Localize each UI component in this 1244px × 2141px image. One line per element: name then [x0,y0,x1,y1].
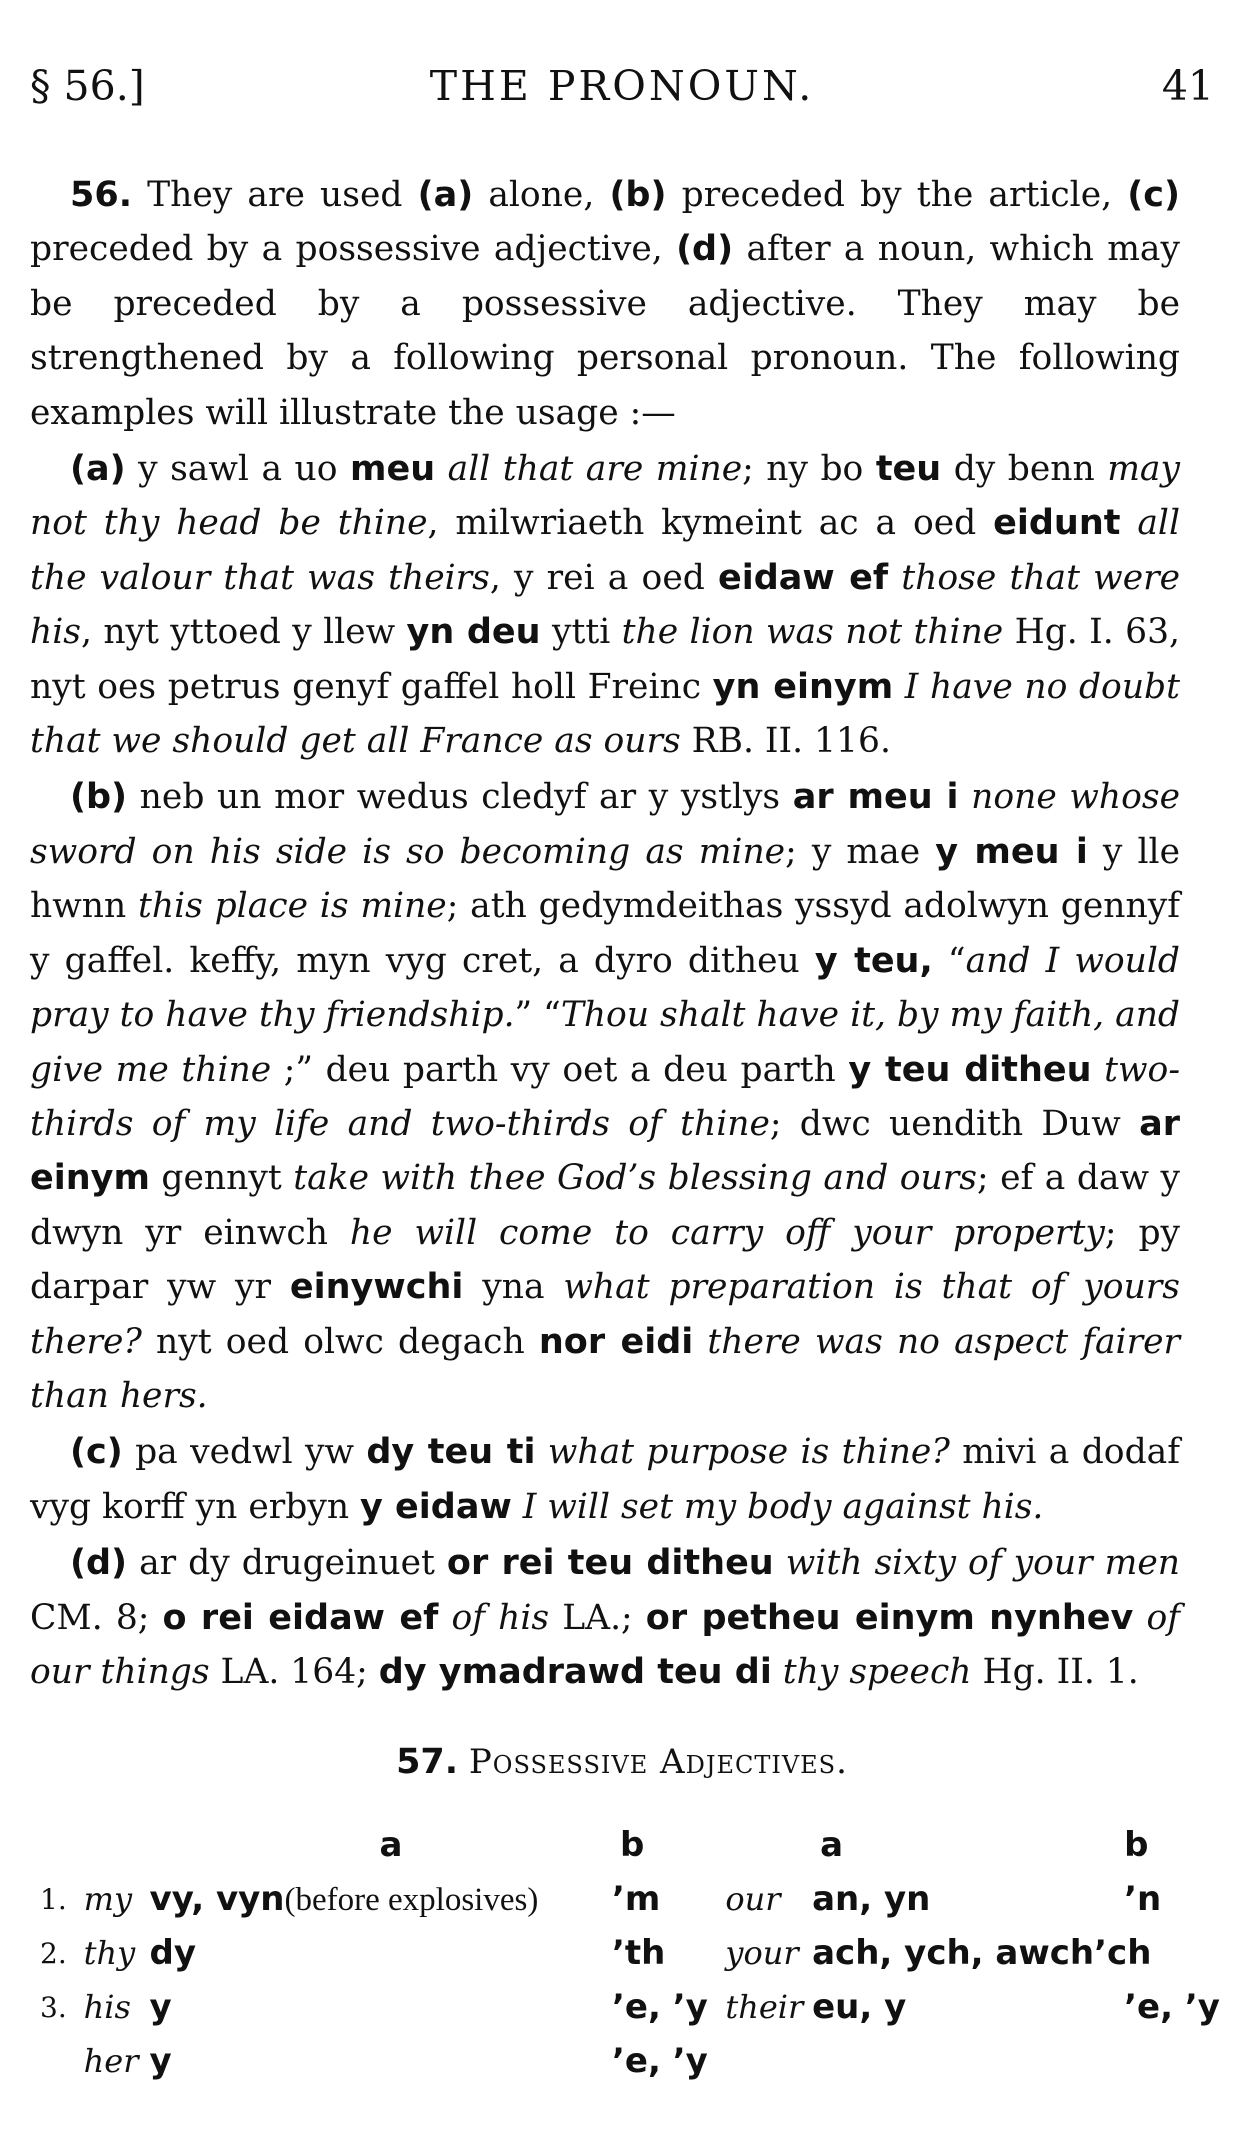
text-span: preceded by the article, [666,175,1128,215]
welsh-form: y eidaw [360,1486,512,1527]
note: (before explosives) [284,1882,539,1918]
translation: all that are mine [435,449,743,490]
text-span: Hg. I. 63, nyt oes petrus genyf gaffel holl Freinc [30,612,1181,707]
translation: with sixty of your men [773,1543,1180,1584]
section-number-57: 57. [396,1742,459,1782]
person-number [40,2034,84,2088]
label-a: (a) [417,175,474,215]
text-span: mivi a dodaf vyg korff yn erbyn [30,1432,1181,1527]
section-56-body [30,168,1180,1701]
text-span: yna [463,1267,564,1308]
text-span: nyt oed olwc degach [141,1321,539,1362]
text-span: LA. 164; [209,1651,379,1692]
label-c: (c) [70,1432,123,1473]
text-span: RB. II. 116. [680,721,891,762]
translation: what preparation is that of yours there? [30,1267,1180,1362]
translation: I will set my body against his. [511,1486,1044,1527]
form-a [150,1872,612,1926]
gloss: her [83,2042,139,2080]
text-span: ; y mae [785,831,936,872]
welsh-form: ar einym [30,1103,1180,1199]
translation: Thou shalt have it, by my faith, and give me thine [30,995,1180,1090]
text-span: , milwriaeth kymeint ac a oed [427,503,994,544]
paragraph-b [30,770,1180,1423]
text-span: alone, [473,175,610,215]
text-span: “ [932,940,966,981]
text-span: gennyt [149,1158,294,1199]
translation: thy speech [771,1651,972,1692]
form-a: y [149,2041,172,2081]
column-header: b [1124,1825,1149,1865]
label-d: (d) [676,229,734,270]
form-b: ’th [611,1933,666,1973]
text-span: ;” deu parth vy oet a deu parth [271,1049,849,1090]
text-span: , y rei a oed [489,557,719,598]
welsh-form: nor eidi [538,1321,694,1362]
translation: there was no aspect fairer than hers. [30,1321,1180,1416]
translation: all the valour that was theirs [30,503,1180,598]
translation: he will come to carry off your property [349,1212,1105,1253]
person-number: 2. [40,1936,67,1970]
running-header [30,62,1214,122]
text-span: LA.; [549,1597,646,1638]
text-span: Hg. II. 1. [971,1651,1139,1692]
column-header: b [619,1825,645,1865]
text-span: , nyt yttoed y llew [80,612,407,653]
section-number-56: 56. [70,175,133,215]
translation: of our things [30,1597,1180,1692]
table-row [40,1926,1220,1980]
label-b: (b) [70,777,128,818]
welsh-form: o rei eidaw ef [162,1597,439,1638]
welsh-form: einywchi [289,1267,464,1308]
person-number: 3. [40,1990,67,2024]
section-57-title: Possessive Adjectives. [468,1742,848,1782]
text-span: ; ath gedymdeithas yssyd adolwyn gennyf y gaffel. keffy, myn vyg cret, a dyro ditheu [30,886,1181,981]
paragraph-a [30,442,1180,768]
translation: of his [438,1597,550,1638]
text-span: ; py darpar yw yr [30,1212,1181,1308]
form-a: an, yn [812,1879,931,1919]
welsh-form: dy teu ti [366,1432,536,1473]
welsh-form: or petheu einym nynhev [645,1597,1134,1638]
gloss: thy [83,1934,136,1972]
welsh-form: dy ymadrawd teu di [378,1651,772,1692]
welsh-form: teu [875,449,942,490]
label-c: (c) [1127,175,1180,215]
form-a: eu, y [812,1987,907,2027]
welsh-form: meu [350,449,436,490]
welsh-form: ar meu i [792,777,959,818]
gloss: their [725,1988,804,2026]
form-b: ’e, ’y [1124,1987,1220,2027]
translation: what purpose is thine? [535,1432,950,1473]
welsh-form: yn deu [406,612,541,653]
text-span: preceded by a possessive adjective, [30,229,677,270]
section-57-heading [0,1742,1244,1782]
text-span: y sawl a uo [125,449,350,490]
text-span: ” “ [514,995,561,1036]
form-a: ach, ych, awch [812,1933,1095,1973]
column-header: a [820,1825,844,1865]
text-span: ar dy drugeinuet [127,1543,447,1584]
form-b: ’m [611,1879,661,1919]
translation: the lion was not thine [621,612,1004,653]
text-span: dy benn [941,449,1108,490]
translation: this place is mine [137,886,447,927]
paragraph-d [30,1536,1180,1699]
paragraph-c [30,1425,1180,1534]
text-span: CM. 8; [30,1597,163,1638]
table-row [40,1980,1220,2034]
page-number: 41 [1161,62,1214,110]
label-d: (d) [70,1543,128,1584]
form-b: ’n [1124,1879,1162,1919]
translation: may not thy head be thine [30,449,1180,544]
welsh-form: or rei teu ditheu [446,1543,774,1584]
text-span: ytti [540,612,622,653]
text-span: pa vedwl yw [122,1432,367,1473]
text-span: neb un mor wedus cledyf ar y ystlys [127,777,793,818]
table-row [40,2034,1220,2088]
text-span: ; dwc uendith Duw [769,1103,1140,1144]
gloss [725,2034,812,2088]
translation: take with thee God’s blessing and ours [293,1158,977,1199]
form-b [1094,2034,1220,2088]
column-header: a [379,1825,403,1865]
form-b: ’e, ’y [611,2041,708,2081]
welsh-form: eidaw ef [718,557,889,598]
table-header-row [40,1818,1220,1872]
table-row [40,1872,1220,1926]
welsh-form: yn einym [712,666,894,707]
text-span: ; ef a daw y dwyn yr einwch [30,1158,1181,1253]
form-b: ’ch [1094,1933,1152,1973]
welsh-form: y teu ditheu [848,1049,1092,1090]
form-a [812,2034,1094,2088]
text-span: ; ny bo [742,449,876,490]
label-b: (b) [609,175,667,215]
header-section-ref: § 56.] [30,62,145,110]
translation: and I would pray to have thy friendship. [30,940,1181,1036]
welsh-form: eidunt [993,503,1121,544]
translation: I have no doubt that we should get all France as ours [30,666,1181,762]
gloss: my [83,1880,133,1918]
label-a: (a) [70,449,126,490]
header-title: THE PRONOUN. [429,62,815,110]
welsh-form: vy, vyn [149,1879,285,1919]
form-a: dy [149,1933,197,1973]
text-span: They are used [132,175,418,215]
translation: none whose sword on his side is so becoming as mine [30,777,1181,872]
text-span: after a noun, which may be preceded by a possessive adjective. They may be strengthened by a following personal pronoun. The following examples will illustrate the usage :— [30,229,1180,433]
translation: two-thirds of my life and two-thirds of thine [30,1049,1180,1144]
form-b: ’e, ’y [611,1987,708,2027]
welsh-form: y meu i [935,831,1088,872]
welsh-form: y teu, [814,940,933,981]
gloss: our [725,1880,781,1918]
gloss: his [83,1988,131,2026]
paragraph-56-intro [30,168,1180,440]
text-span: y lle hwnn [30,831,1180,927]
form-a: y [149,1987,172,2027]
translation: those that were his [30,557,1181,653]
possessive-adjectives-table [40,1818,1220,2088]
gloss: your [725,1934,799,1972]
person-number: 1. [40,1882,67,1916]
